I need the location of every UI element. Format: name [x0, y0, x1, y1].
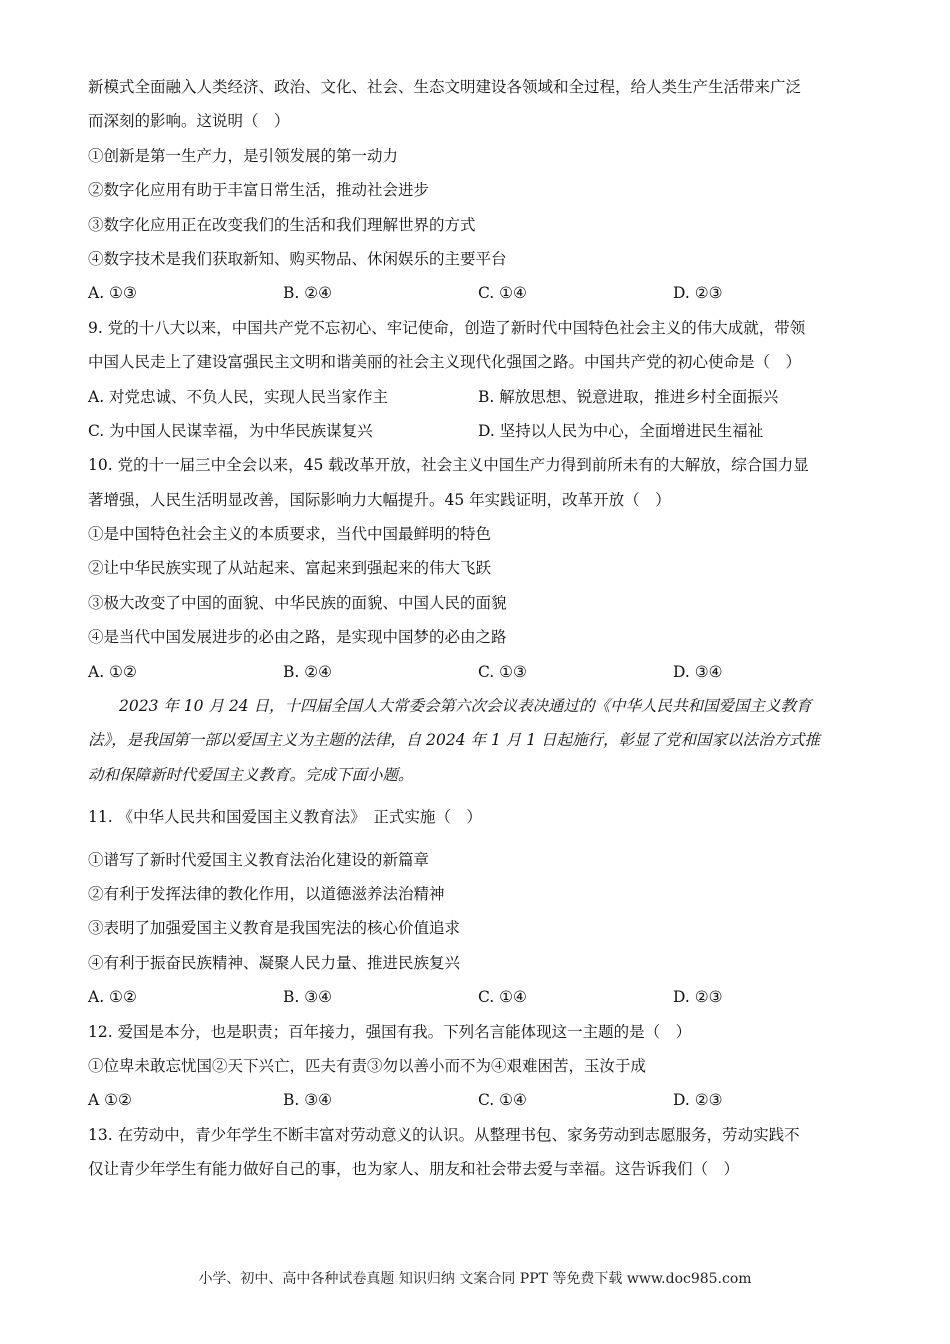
q12-stem: 12. 爱国是本分，也是职责；百年接力，强国有我。下列名言能体现这一主题的是（ ）: [88, 1022, 692, 1041]
q8-options: [88, 276, 868, 310]
q9-stem-line-2: 中国人民走上了建设富强民主文明和谐美丽的社会主义现代化强国之路。中国共产党的初心使命是（ ）: [88, 353, 802, 372]
q8-item-1: ①创新是第一生产力，是引领发展的第一动力: [88, 146, 399, 165]
q10-option-d: D. ③④: [673, 662, 723, 681]
q8-stem-line-2: 而深刻的影响。这说明（ ）: [88, 112, 290, 131]
q8-stem-line-1: 新模式全面融入人类经济、政治、文化、社会、生态文明建设各领域和全过程，给人类生产生活带来广泛: [88, 78, 802, 96]
q8-option-a: A. ①③: [88, 284, 137, 303]
q9-option-b: B. 解放思想、锐意进取，推进乡村全面振兴: [478, 387, 779, 406]
page-footer: 小学、初中、高中各种试卷真题 知识归纳 文案合同 PPT 等免费下载 www.doc985.com: [198, 1271, 752, 1287]
q11-item-3: ③表明了加强爱国主义教育是我国宪法的核心价值追求: [88, 919, 461, 938]
material-line-2: 法》，是我国第一部以爱国主义为主题的法律，自 2024 年 1 月 1 日起施行，彰显了党和国家以法治方式推: [88, 731, 820, 750]
q9-option-d: D. 坚持以人民为中心，全面增进民生福祉: [478, 421, 764, 440]
q12-option-b: B. ③④: [283, 1091, 333, 1110]
q11-option-b: B. ③④: [283, 988, 333, 1007]
q10-option-a: A. ①②: [88, 662, 137, 681]
q10-stem-line-1: 10. 党的十一届三中全会以来，45 载改革开放，社会主义中国生产力得到前所未有的大解放，综合国力显: [88, 456, 809, 475]
q8-option-d: D. ②③: [673, 284, 723, 303]
q13-stem-line-2: 仅让青少年学生有能力做好自己的事，也为家人、朋友和社会带去爱与幸福。这告诉我们（ ）: [88, 1160, 740, 1179]
q12-items: ①位卑未敢忘忧国②天下兴亡，匹夫有责③勿以善小而不为④艰难困苦，玉汝于成: [88, 1056, 647, 1075]
q9-option-a: A. 对党忠诚、不负人民，实现人民当家作主: [88, 387, 389, 406]
exam-page: [88, 70, 868, 1187]
q11-item-2: ②有利于发挥法律的教化作用，以道德滋养法治精神: [88, 884, 445, 903]
q11-item-4: ④有利于振奋民族精神、凝聚人民力量、推进民族复兴: [88, 953, 461, 972]
material-line-3: 动和保障新时代爱国主义教育。完成下面小题。: [88, 765, 414, 784]
q8-item-3: ③数字化应用正在改变我们的生活和我们理解世界的方式: [88, 215, 476, 234]
q8-item-4: ④数字技术是我们获取新知、购买物品、休闲娱乐的主要平台: [88, 249, 507, 268]
q10-option-c: C. ①③: [478, 662, 527, 681]
q11-option-d: D. ②③: [673, 988, 723, 1007]
q9-options-row-1: [88, 380, 868, 414]
q10-stem-line-2: 著增强，人民生活明显改善，国际影响力大幅提升。45 年实践证明，改革开放（ ）: [88, 490, 671, 509]
q10-item-2: ②让中华民族实现了从站起来、富起来到强起来的伟大飞跃: [88, 559, 492, 578]
q12-option-c: C. ①④: [478, 1091, 527, 1110]
q11-stem: 11. 《中华人民共和国爱国主义教育法》 正式实施（ ）: [88, 808, 482, 827]
q10-option-b: B. ②④: [283, 662, 333, 681]
q9-options-row-2: [88, 414, 868, 448]
q9-stem-line-1: 9. 党的十八大以来，中国共产党不忘初心、牢记使命，创造了新时代中国特色社会主义的伟大成就，带领: [88, 318, 806, 337]
q9-option-c: C. 为中国人民谋幸福，为中华民族谋复兴: [88, 421, 373, 440]
q11-options: [88, 980, 868, 1014]
q11-item-1: ①谱写了新时代爱国主义教育法治化建设的新篇章: [88, 850, 430, 869]
q8-option-b: B. ②④: [283, 284, 333, 303]
material-line-1: 2023 年 10 月 24 日，十四届全国人大常委会第六次会议表决通过的《中华人民共和国爱国主义教育: [119, 697, 812, 716]
q10-item-1: ①是中国特色社会主义的本质要求，当代中国最鲜明的特色: [88, 525, 492, 544]
q13-stem-line-1: 13. 在劳动中，青少年学生不断丰富对劳动意义的认识。从整理书包、家务劳动到志愿服务，劳动实践不: [88, 1125, 800, 1144]
q10-item-4: ④是当代中国发展进步的必由之路，是实现中国梦的必由之路: [88, 628, 507, 647]
q8-item-2: ②数字化应用有助于丰富日常生活，推动社会进步: [88, 181, 430, 200]
q12-option-d: D. ②③: [673, 1091, 723, 1110]
q11-option-c: C. ①④: [478, 988, 527, 1007]
q10-item-3: ③极大改变了中国的面貌、中华民族的面貌、中国人民的面貌: [88, 593, 507, 612]
q10-options: [88, 655, 868, 689]
q8-option-c: C. ①④: [478, 284, 527, 303]
q11-option-a: A. ①②: [88, 988, 137, 1007]
q12-options: [88, 1083, 868, 1117]
q12-option-a: A ①②: [88, 1091, 132, 1110]
